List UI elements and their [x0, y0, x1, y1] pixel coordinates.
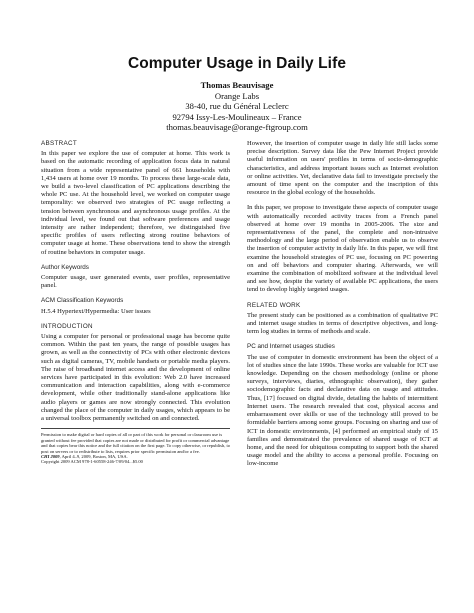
acm-heading: ACM Classification Keywords	[41, 297, 124, 305]
keywords-text: Computer usage, user generated events, user profiles, representative panel.	[41, 274, 230, 290]
pc-usage-heading: PC and Internet usages studies	[247, 343, 335, 351]
related-work-heading: RELATED WORK	[247, 301, 301, 309]
introduction-heading: INTRODUCTION	[41, 322, 93, 330]
copyright-divider	[41, 428, 230, 429]
right-column	[247, 140, 438, 476]
author-block	[0, 80, 474, 133]
keywords-heading: Author Keywords	[41, 263, 89, 271]
author-city: 92794 Issy-Les-Moulineaux – France	[172, 111, 302, 122]
abstract-text: In this paper we explore the use of computer at home. This work is based on the automatic recording of application focus data in natural situation from a wide representative panel of 661 households with 1,434 users at home over 19 months. To process these large-scale data, we build a two-level classification of PC applications describing the whole PC use. At the household level, we worked on computer usage temporality: we observed two strategies of PC usage reflecting a tension between synchronous and asynchronous usage profiles. At the individual level, we found out that software preferences and usage intensity are rather independent; therefore, we distinguished five specific profiles of users reflecting strong routine behaviors of computer usage at home. These observations tend to show the strength of routine behaviors in computer usage.	[41, 150, 230, 256]
author-email: thomas.beauvisage@orange-ftgroup.com	[166, 122, 308, 133]
author-name: Thomas Beauvisage	[200, 80, 274, 90]
author-org: Orange Labs	[214, 90, 260, 101]
paper-title: Computer Usage in Daily Life	[127, 55, 347, 72]
abstract-heading: ABSTRACT	[41, 140, 77, 147]
copyright-rights: Copyright 2009 ACM 978-1-60558-246-7/09/04...$5.00	[41, 459, 143, 465]
author-street: 38-40, rue du Général Leclerc	[185, 101, 289, 112]
intro-continued-paragraph: However, the insertion of computer usage in daily life still lacks some precise description. Survey data like the Pew Internet Project provide useful information on users' profiles in terms of socio-demographic characteristics, and address important issues such as Internet evolution or online activities. Yet, declarative data fail to investigate precisely the amount of time spent on the computer and the inscription of this resource in the global ecology of the households.	[247, 140, 438, 197]
conference-name: CHI 2009	[41, 453, 60, 459]
copyright-notice: Permission to make digital or hard copies of all or part of this work for personal or classroom use is granted without fee provided that copies are not made or distributed for profit or commercial advantage and that copies bear this notice and the full citation on the first page. To copy otherwise, or republish, to post on servers or to redistribute to lists, requires prior specific permission and/or a fee.	[41, 432, 231, 454]
related-work-text: The present study can be positioned as a combination of qualitative PC and internet usage studies in terms of descriptive objectives, and long-term log studies in terms of methods and scale.	[247, 311, 438, 336]
acm-text: H.5.4 Hypertext/Hypermedia: User issues	[41, 307, 151, 315]
copyright-block	[41, 428, 230, 464]
paper-aims-paragraph: In this paper, we propose to investigate these aspects of computer usage with automatically recorded activity traces from a French panel observed at home over 19 months in 2005-2006. The size and representativeness of the panel, the complete and non-intrusive methodology and the large period of observation enable us to observe the insertion of computer activity in daily life. In this paper, we will first examine the household strategies of PC use, focusing on PC powering on and off behaviors and computer sharing. Afterwards, we will examine the combination of mobilized software at the individual level and see how, despite the variety of available PC applications, the users tend to develop highly targeted usages.	[247, 204, 438, 294]
left-column	[41, 140, 230, 465]
conference-details: , April 4–9, 2009, Boston, MA, USA.	[59, 453, 128, 459]
pc-usage-text: The use of computer in domestic environment has been the object of a lot of studies since the late 1990s. These works are valuable for ICT use knowledge. Depending on the chosen methodology (online or phone surveys, interviews, diaries, ethnographic observation), they gather sociodemographic facts and declarative data on usage and attitudes. Thus, [17] focused on digital divide, detailing the habits of intermittent Internet users. The research revealed that cost, physical access and embarrassment over skills or use of the technology still proved to be formidable barriers among some groups. Focusing on sharing and use of ICT in domestic environments, [4] performed an empirical study of 15 families and demonstrated the prevalence of shared usage of ICT at home, and the need for ubiquitous computing to support both the shared usage model and the ability to access a personal profile. Focusing on low-income	[247, 353, 438, 468]
introduction-text: Using a computer for personal or professional usage has become quite common. Within the past ten years, the range of possible usages has grown, as well as the connectivity of PCs with other electronic devices such as digital cameras, TV, mobile handsets or portable media players. The raise of broadband internet access and the development of online services have participated in this evolution: Web 2.0 have increased communication and interaction capabilities, along with e-commerce development, while other traditionally stand-alone applications like audio players or games are now strongly connected. This evolution changed the place of the computer in daily usages, which appears to be a universal toolbox permanently switched on and connected.	[41, 333, 230, 423]
